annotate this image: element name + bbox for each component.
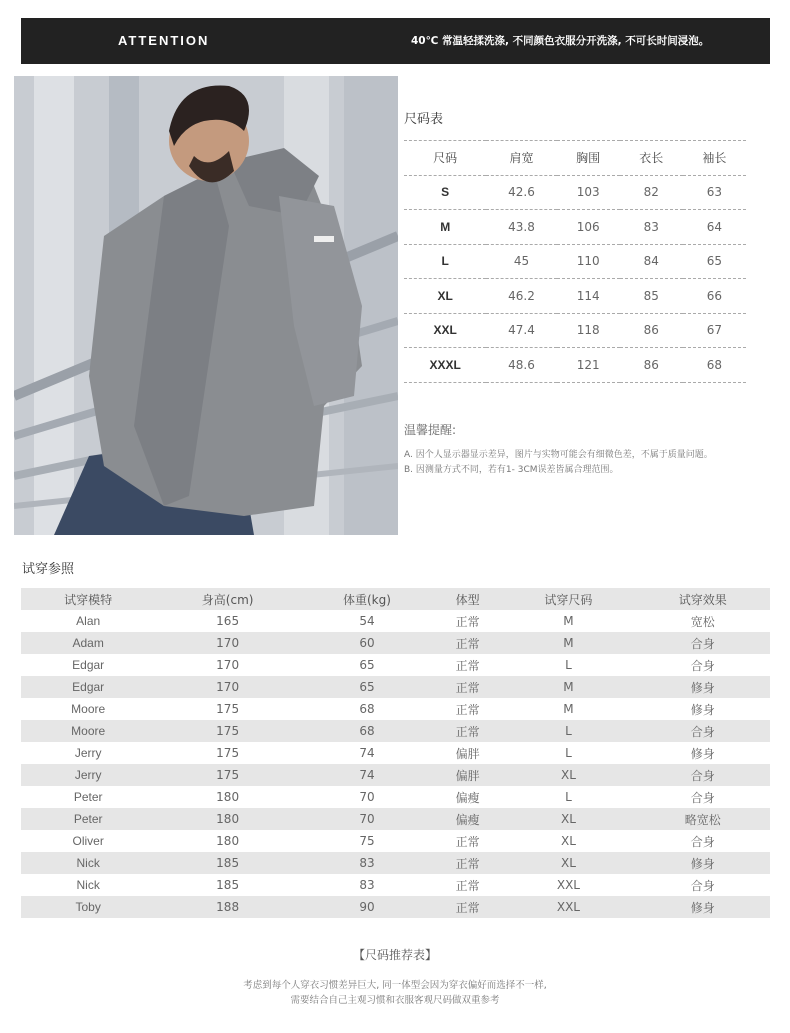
try-on-cell: 165 — [216, 614, 240, 628]
try-on-cell: 修身 — [636, 852, 770, 874]
size-cell: 48.6 — [486, 348, 556, 383]
size-cell: XXXL — [404, 348, 486, 383]
try-on-cell: 正常 — [455, 878, 480, 893]
size-row — [404, 175, 746, 210]
size-row — [404, 313, 746, 348]
try-on-cell: 170 — [216, 658, 240, 672]
size-cell: 45 — [486, 244, 556, 279]
try-on-cell: 74 — [359, 746, 375, 760]
size-cell: 68 — [683, 348, 746, 383]
try-on-cell: 偏胖 — [455, 746, 480, 761]
try-on-cell: 修身 — [690, 702, 715, 717]
try-on-row — [21, 830, 770, 852]
try-on-cell: 正常 — [455, 702, 480, 717]
size-cell: 114 — [557, 279, 620, 314]
try-header-fit: 试穿效果 — [636, 588, 770, 610]
try-on-cell: 175 — [216, 746, 240, 760]
size-cell: 43.8 — [486, 210, 556, 245]
size-cell: 64 — [683, 210, 746, 245]
try-header-weight: 体重(kg) — [300, 588, 434, 610]
try-on-cell: 略宽松 — [636, 808, 770, 830]
size-chart-title: 尺码表 — [404, 112, 444, 127]
try-on-row — [21, 764, 770, 786]
try-on-cell: 正常 — [434, 720, 501, 742]
size-cell: XXL — [404, 313, 486, 348]
try-on-cell: XL — [501, 808, 635, 830]
size-cell: 46.2 — [486, 279, 556, 314]
tips-title: 温馨提醒: — [404, 423, 457, 437]
try-on-cell: 正常 — [434, 852, 501, 874]
tip-a: A. 因个人显示器显示差异，图片与实物可能会有细微色差，不属于质量问题。 — [404, 450, 713, 460]
try-on-cell: 合身 — [690, 658, 715, 673]
size-cell: 47.4 — [486, 313, 556, 348]
try-on-cell: XXL — [556, 878, 580, 892]
size-row — [404, 210, 746, 245]
try-on-cell: 修身 — [690, 746, 715, 761]
attention-title: ATTENTION — [118, 33, 210, 48]
try-on-table — [21, 588, 770, 918]
size-header-length: 衣长 — [620, 141, 683, 176]
try-on-cell: 175 — [155, 720, 300, 742]
try-on-cell: 188 — [155, 896, 300, 918]
size-cell: 66 — [683, 279, 746, 314]
try-on-cell: 68 — [359, 702, 375, 716]
size-cell: 110 — [557, 244, 620, 279]
try-on-cell: 修身 — [636, 896, 770, 918]
try-on-cell: Jerry — [21, 764, 155, 786]
size-cell: L — [404, 244, 486, 279]
try-on-cell: 合身 — [690, 878, 715, 893]
size-cell: 67 — [683, 313, 746, 348]
try-on-cell: 合身 — [636, 720, 770, 742]
try-on-cell: 170 — [155, 676, 300, 698]
size-header-shoulder: 肩宽 — [486, 141, 556, 176]
size-cell: 121 — [557, 348, 620, 383]
size-cell: 42.6 — [486, 175, 556, 210]
try-on-cell: 修身 — [636, 676, 770, 698]
size-row — [404, 279, 746, 314]
model-photo-illustration — [14, 76, 398, 535]
try-header-model: 试穿模特 — [21, 588, 155, 610]
try-on-cell: 合身 — [690, 834, 715, 849]
try-on-cell: XXL — [501, 896, 635, 918]
try-on-cell: 正常 — [455, 658, 480, 673]
try-on-cell: 68 — [300, 720, 434, 742]
try-header-size: 试穿尺码 — [501, 588, 635, 610]
try-on-cell: 54 — [359, 614, 375, 628]
size-header-sleeve: 袖长 — [683, 141, 746, 176]
try-on-cell: 180 — [216, 790, 240, 804]
try-on-cell: 180 — [155, 808, 300, 830]
try-on-cell: 83 — [300, 852, 434, 874]
size-cell: XL — [404, 279, 486, 314]
size-row — [404, 244, 746, 279]
size-cell: 103 — [557, 175, 620, 210]
try-on-cell: 偏瘦 — [455, 790, 480, 805]
size-cell: 83 — [620, 210, 683, 245]
try-on-cell: 60 — [300, 632, 434, 654]
try-on-cell: 74 — [300, 764, 434, 786]
try-on-cell: 90 — [300, 896, 434, 918]
size-row — [404, 348, 746, 383]
try-on-cell: 70 — [359, 790, 375, 804]
try-on-cell: M — [563, 702, 574, 716]
try-on-cell: Jerry — [74, 746, 102, 760]
try-on-cell: Nick — [21, 852, 155, 874]
try-on-header-row — [21, 588, 770, 610]
try-on-cell: Adam — [21, 632, 155, 654]
size-cell: 118 — [557, 313, 620, 348]
size-cell: 65 — [683, 244, 746, 279]
size-cell: 85 — [620, 279, 683, 314]
size-chart-header-row — [404, 141, 746, 176]
try-on-cell: Edgar — [21, 676, 155, 698]
try-on-cell: 180 — [216, 834, 240, 848]
size-cell: S — [404, 175, 486, 210]
recommend-note-line2: 需要结合自己主观习惯和衣服客观尺码做双重参考 — [290, 995, 500, 1006]
try-on-row — [21, 808, 770, 830]
try-on-cell: 宽松 — [690, 614, 715, 629]
try-on-cell: Alan — [76, 614, 101, 628]
try-on-cell: XL — [501, 852, 635, 874]
tip-b: B. 因测量方式不同，若有1- 3CM误差皆属合理范围。 — [404, 465, 619, 475]
attention-text: 40℃ 常温轻揉洗涤, 不同颜色衣服分开洗涤, 不可长时间浸泡。 — [411, 35, 710, 47]
try-on-row — [21, 676, 770, 698]
try-on-cell: 75 — [359, 834, 375, 848]
try-on-cell: Toby — [21, 896, 155, 918]
try-on-row — [21, 852, 770, 874]
try-on-cell: Moore — [71, 702, 106, 716]
try-on-cell: Moore — [21, 720, 155, 742]
try-on-cell: Nick — [76, 878, 100, 892]
try-on-cell: L — [565, 658, 572, 672]
try-on-cell: 偏胖 — [434, 764, 501, 786]
try-on-cell: 83 — [359, 878, 375, 892]
try-on-cell: Peter — [21, 808, 155, 830]
recommend-note-line1: 考虑到每个人穿衣习惯差异巨大, 同一体型会因为穿衣偏好而选择不一样, — [243, 980, 547, 991]
try-header-height: 身高(cm) — [155, 588, 300, 610]
try-on-cell: XL — [560, 834, 576, 848]
try-on-cell: 合身 — [690, 790, 715, 805]
try-on-row — [21, 632, 770, 654]
try-on-cell: 65 — [359, 658, 375, 672]
try-on-cell: 70 — [300, 808, 434, 830]
size-header-size: 尺码 — [404, 141, 486, 176]
try-on-row — [21, 742, 770, 764]
try-on-cell: 合身 — [636, 764, 770, 786]
try-on-cell: 偏瘦 — [434, 808, 501, 830]
try-on-cell: L — [501, 720, 635, 742]
recommend-title: 【尺码推荐表】 — [352, 948, 437, 962]
size-cell: 106 — [557, 210, 620, 245]
try-on-cell: 185 — [155, 852, 300, 874]
try-on-cell: 正常 — [434, 896, 501, 918]
try-on-cell: L — [565, 790, 572, 804]
try-on-cell: Oliver — [72, 834, 104, 848]
attention-banner — [21, 18, 770, 64]
try-on-title: 试穿参照 — [22, 562, 75, 577]
try-on-row — [21, 896, 770, 918]
try-on-cell: 合身 — [636, 632, 770, 654]
try-on-cell: 185 — [216, 878, 240, 892]
try-on-cell: 正常 — [455, 834, 480, 849]
try-on-cell: M — [563, 614, 574, 628]
size-cell: 84 — [620, 244, 683, 279]
model-photo — [14, 76, 398, 535]
try-on-cell: 65 — [300, 676, 434, 698]
try-on-cell: 正常 — [455, 614, 480, 629]
try-on-cell: Peter — [73, 790, 103, 804]
try-on-cell: 175 — [216, 702, 240, 716]
try-on-row — [21, 874, 770, 896]
try-on-row — [21, 786, 770, 808]
try-on-row — [21, 654, 770, 676]
try-on-cell: 170 — [155, 632, 300, 654]
try-on-cell: 正常 — [434, 632, 501, 654]
try-on-row — [21, 720, 770, 742]
try-on-cell: XL — [501, 764, 635, 786]
try-header-build: 体型 — [434, 588, 501, 610]
try-on-cell: M — [501, 632, 635, 654]
size-chart-table — [404, 140, 746, 383]
try-on-row — [21, 698, 770, 720]
try-on-row — [21, 610, 770, 632]
try-on-cell: 正常 — [434, 676, 501, 698]
size-cell: 86 — [620, 313, 683, 348]
try-on-cell: M — [501, 676, 635, 698]
size-header-chest: 胸围 — [557, 141, 620, 176]
try-on-cell: L — [565, 746, 572, 760]
size-cell: 82 — [620, 175, 683, 210]
try-on-cell: 175 — [155, 764, 300, 786]
try-on-cell: Edgar — [72, 658, 105, 672]
size-cell: 63 — [683, 175, 746, 210]
size-cell: 86 — [620, 348, 683, 383]
size-cell: M — [404, 210, 486, 245]
